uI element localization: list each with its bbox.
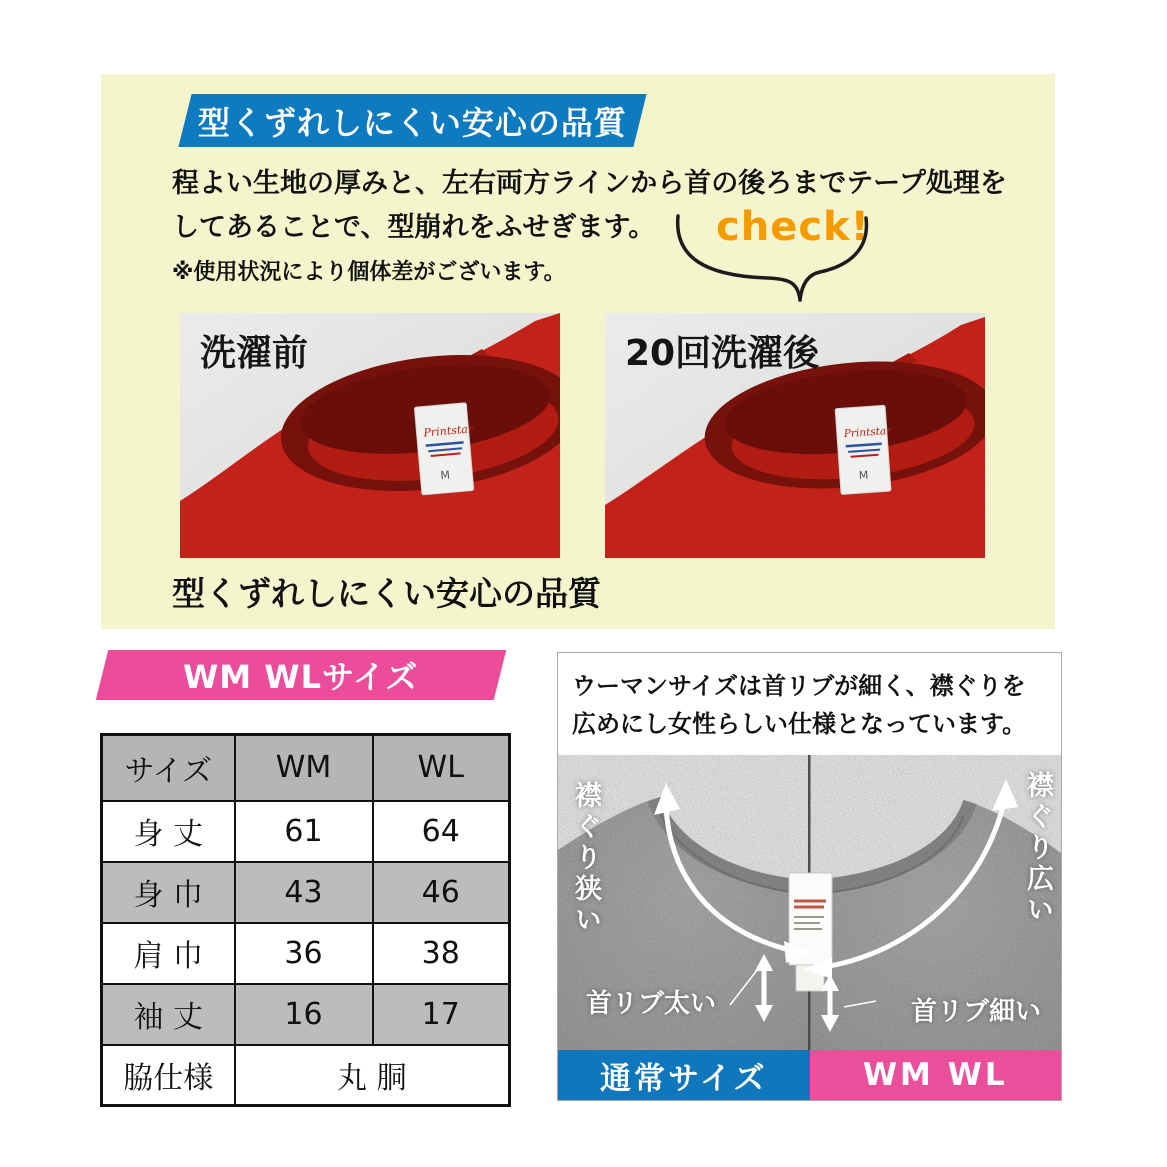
table-row bbox=[102, 862, 510, 923]
row-label: 脇仕様 bbox=[102, 1045, 235, 1106]
row-wm-value: 16 bbox=[235, 984, 373, 1045]
quality-section bbox=[101, 74, 1055, 629]
size-table-header-wl: WL bbox=[373, 735, 510, 801]
size-comparison-badges bbox=[558, 1050, 1061, 1100]
quality-banner-label: 型くずれしにくい安心の品質 bbox=[197, 103, 627, 142]
before-wash-photo bbox=[180, 313, 560, 558]
row-wl-value: 17 bbox=[373, 984, 510, 1045]
after-wash-photo bbox=[605, 313, 985, 558]
row-merged-value: 丸 胴 bbox=[235, 1045, 510, 1106]
quality-caption: 型くずれしにくい安心の品質 bbox=[172, 574, 601, 613]
check-callout: check! bbox=[716, 204, 870, 250]
table-row bbox=[102, 801, 510, 862]
row-wl-value: 46 bbox=[373, 862, 510, 923]
woman-size-description bbox=[558, 653, 1061, 755]
table-row bbox=[102, 923, 510, 984]
svg-text:M: M bbox=[439, 468, 451, 483]
size-banner bbox=[96, 650, 506, 700]
narrow-neckline-annotation: 襟ぐり狭い bbox=[570, 781, 601, 936]
woman-description-line1: ウーマンサイズは首リブが細く、襟ぐりを bbox=[572, 672, 1026, 700]
normal-size-badge: 通常サイズ bbox=[558, 1050, 810, 1100]
row-wm-value: 61 bbox=[235, 801, 373, 862]
row-wm-value: 43 bbox=[235, 862, 373, 923]
woman-description-line2: 広めにし女性らしい仕様となっています。 bbox=[572, 710, 1027, 738]
wide-neckline-annotation: 襟ぐり広い bbox=[1022, 771, 1053, 926]
row-label: 肩 巾 bbox=[102, 923, 235, 984]
size-table bbox=[100, 733, 511, 1107]
svg-text:Printstar: Printstar bbox=[423, 422, 474, 440]
quality-note: ※使用状況により個体差がございます。 bbox=[172, 260, 566, 285]
collar-comparison-photo bbox=[558, 755, 1061, 1050]
row-wm-value: 36 bbox=[235, 923, 373, 984]
size-banner-label: WM WLサイズ bbox=[183, 658, 419, 696]
before-wash-label: 洗濯前 bbox=[200, 333, 309, 374]
quality-description bbox=[172, 162, 1007, 250]
row-wl-value: 38 bbox=[373, 923, 510, 984]
size-table-header-wm: WM bbox=[235, 735, 373, 801]
size-table-header-row bbox=[102, 735, 510, 801]
row-label: 袖 丈 bbox=[102, 984, 235, 1045]
wm-wl-badge: WM WL bbox=[810, 1050, 1062, 1100]
svg-text:Printstar: Printstar bbox=[843, 424, 892, 441]
row-wl-value: 64 bbox=[373, 801, 510, 862]
quality-description-line2: してあることで、型崩れをふせぎます。 bbox=[172, 212, 656, 243]
thin-rib-annotation: 首リブ細い bbox=[910, 997, 1041, 1027]
row-label: 身 丈 bbox=[102, 801, 235, 862]
row-label: 身 巾 bbox=[102, 862, 235, 923]
table-row bbox=[102, 1045, 510, 1106]
after-wash-label: 20回洗濯後 bbox=[625, 333, 820, 374]
check-brace-icon bbox=[672, 212, 872, 307]
quality-banner bbox=[178, 94, 646, 147]
svg-text:M: M bbox=[858, 468, 869, 483]
size-table-header-size: サイズ bbox=[102, 735, 235, 801]
woman-size-panel bbox=[557, 652, 1062, 1101]
table-row bbox=[102, 984, 510, 1045]
quality-description-line1: 程よい生地の厚みと、左右両方ラインから首の後ろまでテープ処理を bbox=[172, 168, 1007, 199]
thick-rib-annotation: 首リブ太い bbox=[586, 989, 717, 1019]
